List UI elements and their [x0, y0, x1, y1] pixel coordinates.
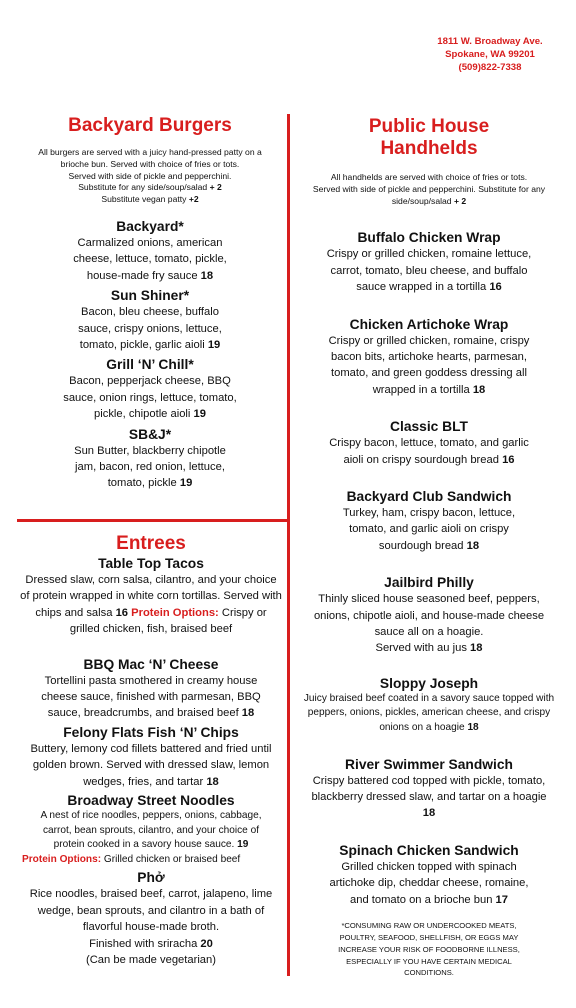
handheld-description: Crispy battered cod topped with pickle, tomato, blackberry dressed slaw, and tartar on a hoagie 18 — [311, 774, 547, 820]
burger-name: SB&J* — [128, 426, 172, 442]
burgers-title: Backyard Burgers — [68, 115, 232, 136]
handheld-item — [303, 418, 555, 468]
address-city: Spokane, WA 99201 — [445, 49, 535, 60]
handheld-name: Buffalo Chicken Wrap — [357, 230, 501, 246]
burger-item — [30, 356, 270, 422]
food-safety-disclaimer: *CONSUMING RAW OR UNDERCOOKED MEATS, POULTRY, SEAFOOD, SHELLFISH, OR EGGS MAY INCREASE YOUR RISK OF FOODBORNE ILLNESS, ESPECIALLY IF YOU HAVE CERTAIN MEDICAL CONDITIONS. — [338, 921, 520, 978]
burger-item — [30, 426, 270, 492]
entree-item — [20, 792, 282, 867]
handhelds-title: Public House Handhelds — [368, 116, 490, 159]
handheld-description: Grilled chicken topped with spinach artichoke dip, cheddar cheese, romaine, and tomato on a brioche bun 17 — [329, 860, 529, 906]
burger-description: Carmalized onions, american cheese, lettuce, tomato, pickle, house-made fry sauce 18 — [73, 236, 227, 282]
restaurant-address — [420, 35, 560, 74]
entree-protein-options: Protein Options: Grilled chicken or braised beef — [22, 853, 241, 865]
burger-item — [30, 218, 270, 284]
entree-finish: Finished with sriracha 20 — [89, 937, 213, 950]
handheld-name: Classic BLT — [390, 419, 468, 435]
entree-description: Dressed slaw, corn salsa, cilantro, and your choice of protein wrapped in white corn tortillas. Served with chips and salsa 16 Protein Options: Crispy or grilled chicken, fish, braised beef — [20, 574, 282, 636]
entree-item — [20, 724, 282, 790]
burger-price: 19 — [207, 339, 221, 352]
handheld-name: Jailbird Philly — [384, 575, 474, 591]
entree-item — [20, 656, 282, 722]
handheld-item — [303, 842, 555, 908]
entree-name: Broadway Street Noodles — [67, 793, 235, 809]
entrees-section — [20, 533, 282, 968]
burgers-section — [30, 115, 270, 492]
burgers-intro: All burgers are served with a juicy hand-pressed patty on a brioche bun. Served with choice of fries or tots. Served with side of pickle and pepperchini. Substitute for any side/soup/salad + 2 Substitute vegan patty +2 — [38, 147, 262, 205]
handheld-name: Backyard Club Sandwich — [346, 489, 512, 505]
entree-name: Table Top Tacos — [98, 556, 204, 571]
entree-name: Felony Flats Fish ‘N’ Chips — [63, 724, 239, 740]
burger-price: 18 — [200, 269, 214, 282]
handheld-name: Sloppy Joseph — [379, 675, 479, 691]
handheld-description: Crispy bacon, lettuce, tomato, and garlic aioli on crispy sourdough bread 16 — [329, 437, 529, 466]
burger-price: 19 — [179, 477, 193, 490]
entree-description: Buttery, lemony cod fillets battered and fried until golden brown. Served with dressed slaw, lemon wedges, fries, and tartar 18 — [30, 742, 272, 788]
handheld-description: Crispy or grilled chicken, romaine lettuce, carrot, tomato, bleu cheese, and buffalo sauce wrapped in a tortilla 16 — [326, 248, 532, 294]
entree-name: BBQ Mac ‘N’ Cheese — [83, 656, 219, 672]
handheld-item — [303, 756, 555, 822]
address-street: 1811 W. Broadway Ave. — [437, 36, 543, 47]
handheld-extra: Served with au jus 18 — [375, 642, 483, 655]
handheld-description: Juicy braised beef coated in a savory sauce topped with peppers, onions, pickles, american cheese, and crispy onions on a hoagie 18 — [303, 692, 555, 734]
burger-name: Sun Shiner* — [110, 288, 190, 304]
entree-description: Rice noodles, braised beef, carrot, jalapeno, lime wedge, bean sprouts, and cilantro in a bath of flavorful house-made broth. — [29, 888, 273, 934]
burger-name: Grill ‘N’ Chill* — [106, 357, 194, 373]
entree-item — [20, 555, 282, 638]
column-divider — [287, 114, 290, 976]
burger-name: Backyard* — [116, 218, 184, 234]
handheld-description: Thinly sliced house seasoned beef, peppers, onions, chipotle aioli, and house-made cheese sauce all on a hoagie. — [313, 593, 545, 639]
handheld-item — [303, 229, 555, 295]
entree-note: (Can be made vegetarian) — [86, 954, 216, 967]
handheld-item — [303, 488, 555, 554]
entree-item — [20, 869, 282, 968]
burger-description: Bacon, bleu cheese, buffalo sauce, crispy onions, lettuce, tomato, pickle, garlic aioli 19 — [78, 306, 222, 352]
handheld-item — [303, 316, 555, 399]
entrees-title: Entrees — [116, 533, 186, 554]
burger-item — [30, 287, 270, 353]
entree-description: Tortellini pasta smothered in creamy house cheese sauce, finished with parmesan, BBQ sauce, breadcrumbs, and braised beef 18 — [41, 674, 261, 720]
handheld-name: River Swimmer Sandwich — [345, 756, 513, 772]
handheld-item — [303, 574, 555, 657]
handheld-description: Turkey, ham, crispy bacon, lettuce, tomato, and garlic aioli on crispy sourdough bread 18 — [342, 507, 516, 552]
phone-number: (509)822-7338 — [458, 62, 522, 73]
handheld-name: Spinach Chicken Sandwich — [339, 842, 519, 858]
entree-name: Phở — [137, 870, 165, 886]
handhelds-section — [303, 116, 555, 979]
handheld-description: Crispy or grilled chicken, romaine, crispy bacon bits, artichoke hearts, parmesan, tomato, and green goddess dressing all wrapped in a tortilla 18 — [328, 334, 530, 396]
entree-description: A nest of rice noodles, peppers, onions, cabbage, carrot, bean sprouts, cilantro, and your choice of protein cooked in a savory house sauce. 19 — [40, 810, 262, 851]
burger-price: 19 — [193, 408, 206, 421]
handhelds-intro: All handhelds are served with choice of fries or tots. Served with side of pickle and pepperchini. Substitute for any side/soup/salad + 2 — [312, 172, 546, 206]
section-divider — [17, 519, 288, 522]
burger-description: Sun Butter, blackberry chipotle jam, bacon, red onion, lettuce, tomato, pickle 19 — [74, 444, 226, 490]
burger-description: Bacon, pepperjack cheese, BBQ sauce, onion rings, lettuce, tomato, pickle, chipotle aioli 19 — [63, 375, 237, 421]
handheld-name: Chicken Artichoke Wrap — [349, 316, 509, 332]
handheld-item — [303, 675, 555, 736]
